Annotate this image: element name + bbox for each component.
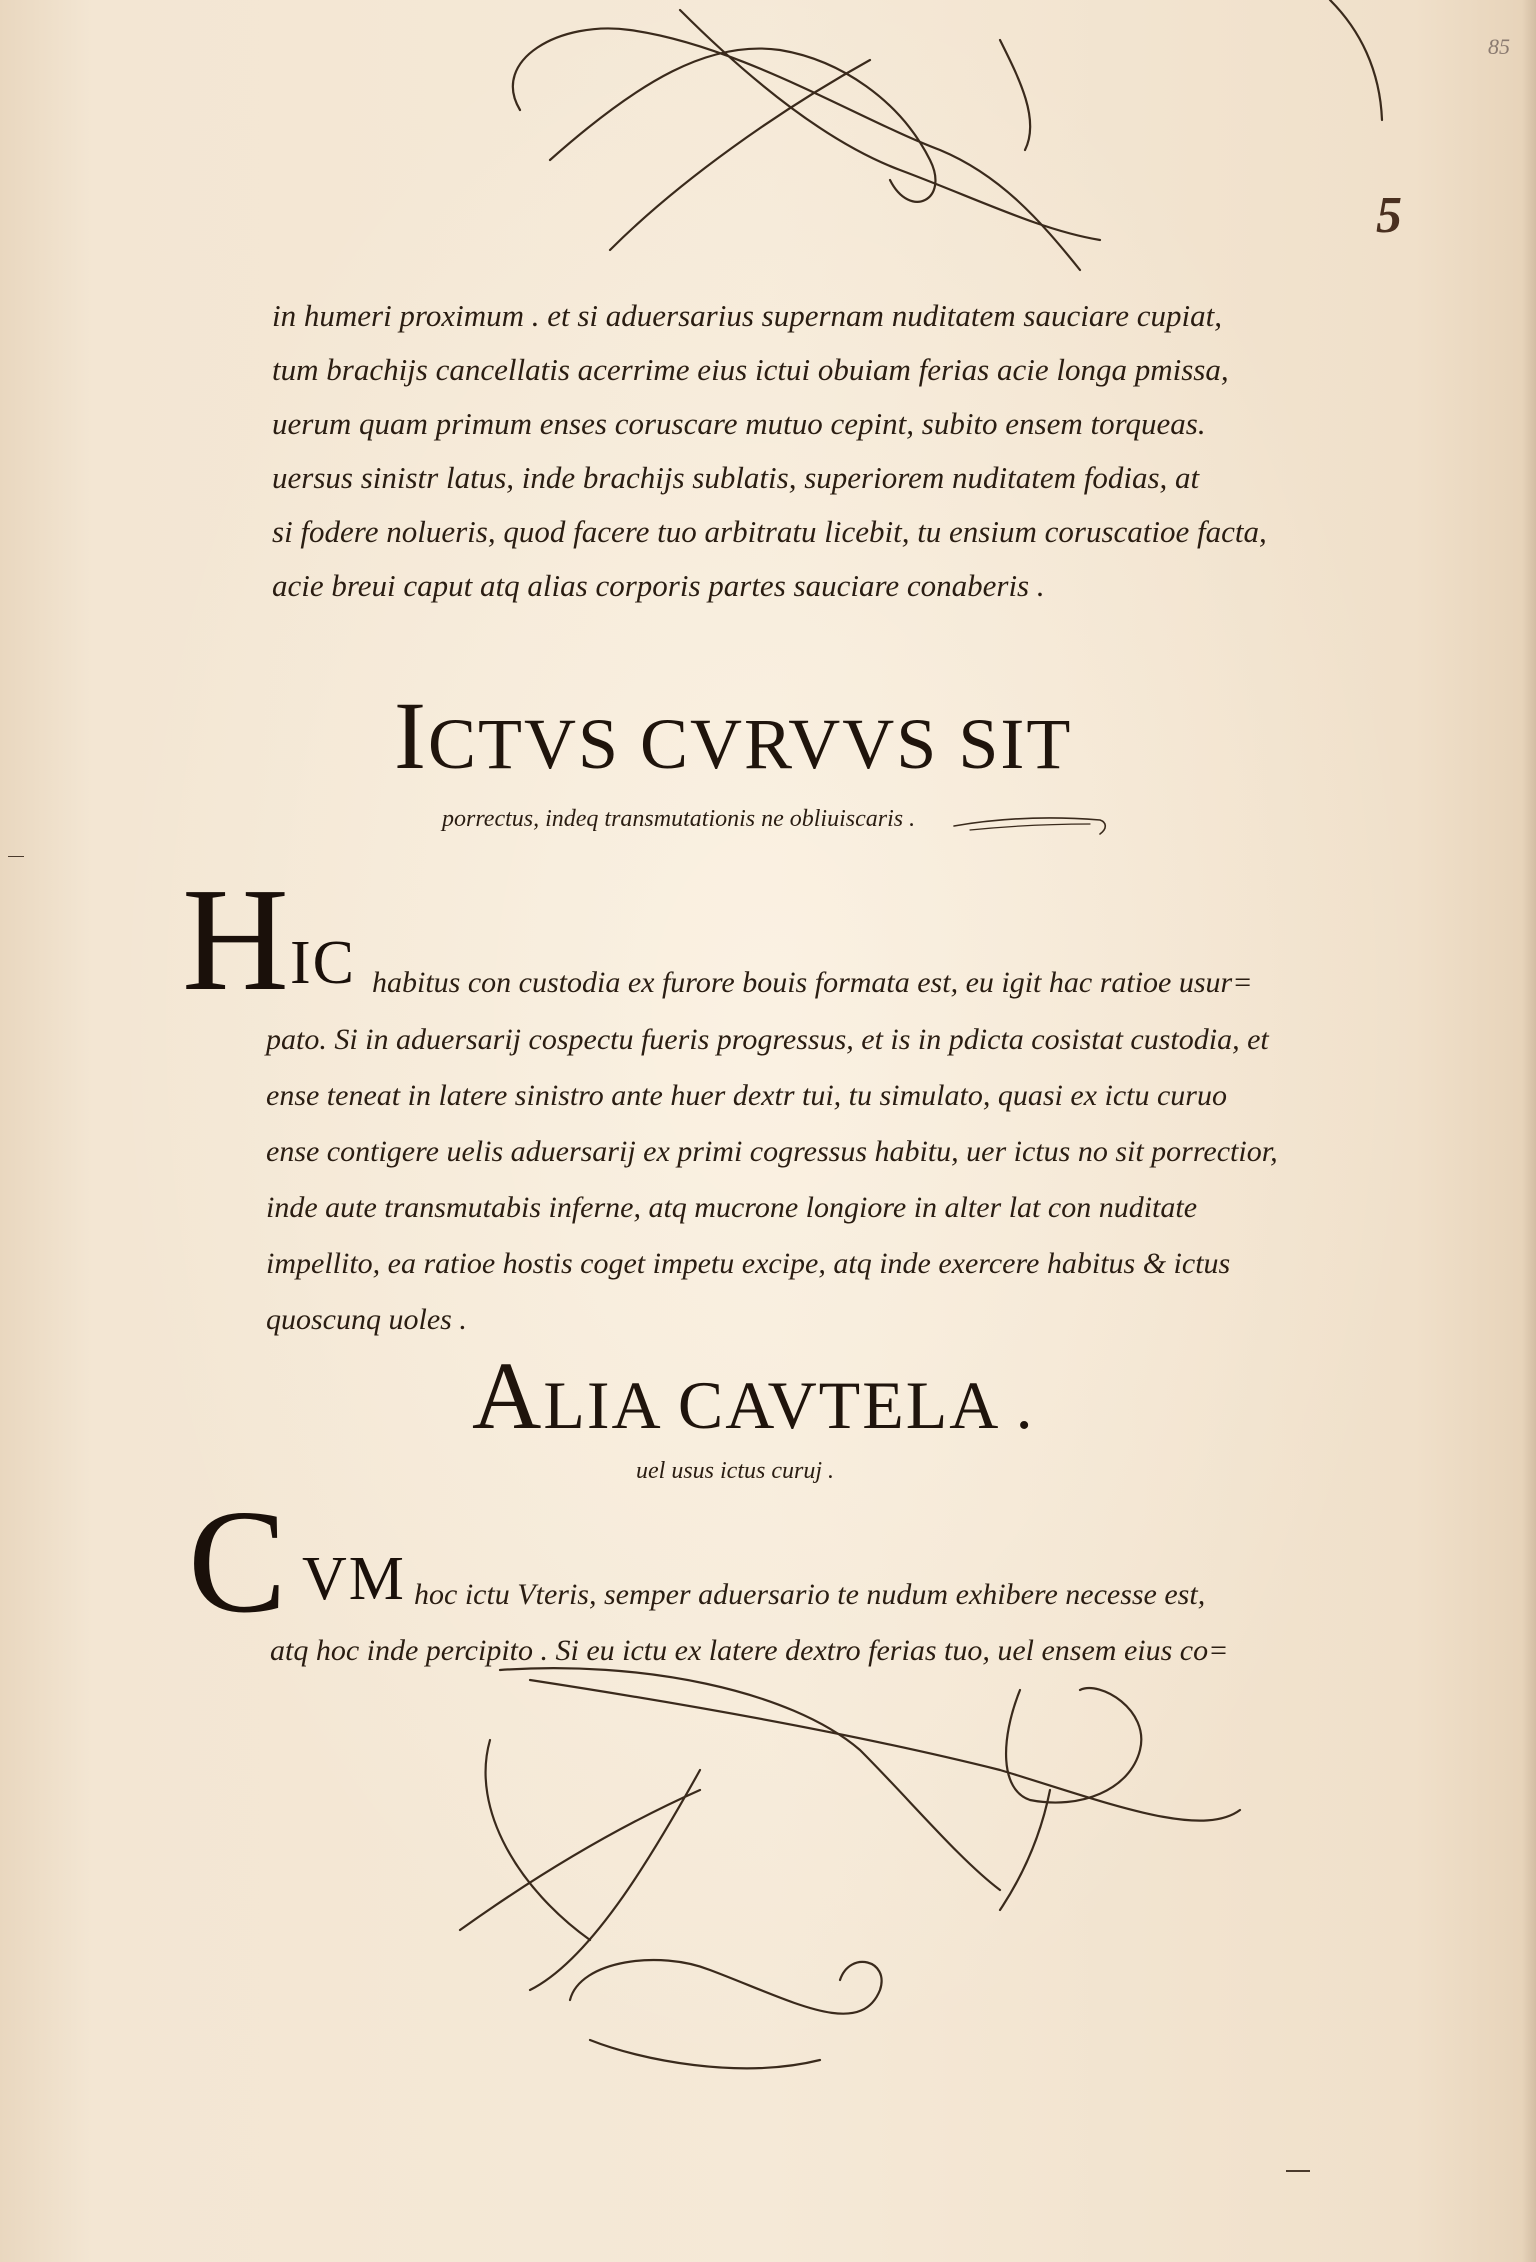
paragraph-line: si fodere nolueris, quod facere tuo arbitratu licebit, tu ensium coruscatioe facta, [272, 514, 1267, 549]
paragraph-line: ense contigere uelis aduersarij ex primi cogressus habitu, uer ictus no sit porrectior, [266, 1135, 1278, 1168]
bottom-flourish-decoration [440, 1660, 1260, 2100]
paragraph-line: tum brachijs cancellatis acerrime eius ictui obuiam ferias acie longa pmissa, [272, 352, 1229, 387]
heading-text: CTVS CVRVVS SIT [427, 704, 1073, 784]
paragraph-line: impellito, ea ratioe hostis coget impetu excipe, atq inde exercere habitus & ictus [266, 1247, 1231, 1280]
heading-initial: I [394, 682, 428, 789]
top-right-flourish-decoration [1320, 0, 1400, 140]
top-flourish-decoration [480, 0, 1120, 290]
drop-cap-rest: IC [290, 929, 356, 997]
paragraph-line: quoscunq uoles . [266, 1303, 467, 1336]
paragraph-line: acie breui caput atq alias corporis partes sauciare conaberis . [272, 568, 1045, 603]
paragraph-line: hoc ictu Vteris, semper aduersario te nudum exhibere necesse est, [414, 1578, 1206, 1611]
heading-1-subline: porrectus, indeq transmutationis ne obliuiscaris . [442, 806, 916, 832]
section-heading-2 [472, 1340, 1035, 1451]
section-heading-1 [394, 680, 1072, 791]
paragraph-line: uersus sinistr latus, inde brachijs sublatis, superiorem nuditatem fodias, at [272, 460, 1200, 495]
paragraph-line: habitus con custodia ex furore bouis formata est, eu igit hac ratioe usur= [372, 966, 1253, 999]
heading-initial: A [472, 1342, 544, 1449]
paragraph-line: pato. Si in aduersarij cospectu fueris progressus, et is in pdicta cosistat custodia, et [266, 1023, 1269, 1056]
heading-text: LIA CAVTELA . [543, 1367, 1035, 1443]
paragraph-line: uerum quam primum enses coruscare mutuo cepint, subito ensem torqueas. [272, 406, 1206, 441]
drop-cap-h: H [182, 858, 289, 1022]
paragraph-2 [372, 956, 1252, 1010]
paragraph-1 [272, 289, 1267, 613]
paragraph-2-body [266, 1012, 1278, 1348]
paragraph-line: atq hoc inde percipito . Si eu ictu ex latere dextro ferias tuo, uel ensem eius co= [270, 1634, 1229, 1667]
paragraph-line: inde aute transmutabis inferne, atq mucrone longiore in alter lat con nuditate [266, 1191, 1198, 1224]
paragraph-3 [414, 1568, 1205, 1622]
bottom-margin-mark [1286, 2170, 1310, 2172]
folio-number: 85 [1488, 34, 1510, 59]
signature-mark: 5 [1376, 187, 1402, 244]
paragraph-line: in humeri proximum . et si aduersarius supernam nuditatem sauciare cupiat, [272, 298, 1223, 333]
paragraph-line: ense teneat in latere sinistro ante huer dextr tui, tu simulato, quasi ex ictu curuo [266, 1079, 1227, 1112]
drop-cap-rest: VM [302, 1545, 406, 1613]
drop-cap-c: C [188, 1480, 287, 1644]
subline-flourish-decoration [950, 808, 1110, 838]
heading-2-subline: uel usus ictus curuj . [636, 1458, 834, 1484]
left-margin-mark [8, 856, 24, 857]
page-edge-shadow [1522, 0, 1536, 2262]
